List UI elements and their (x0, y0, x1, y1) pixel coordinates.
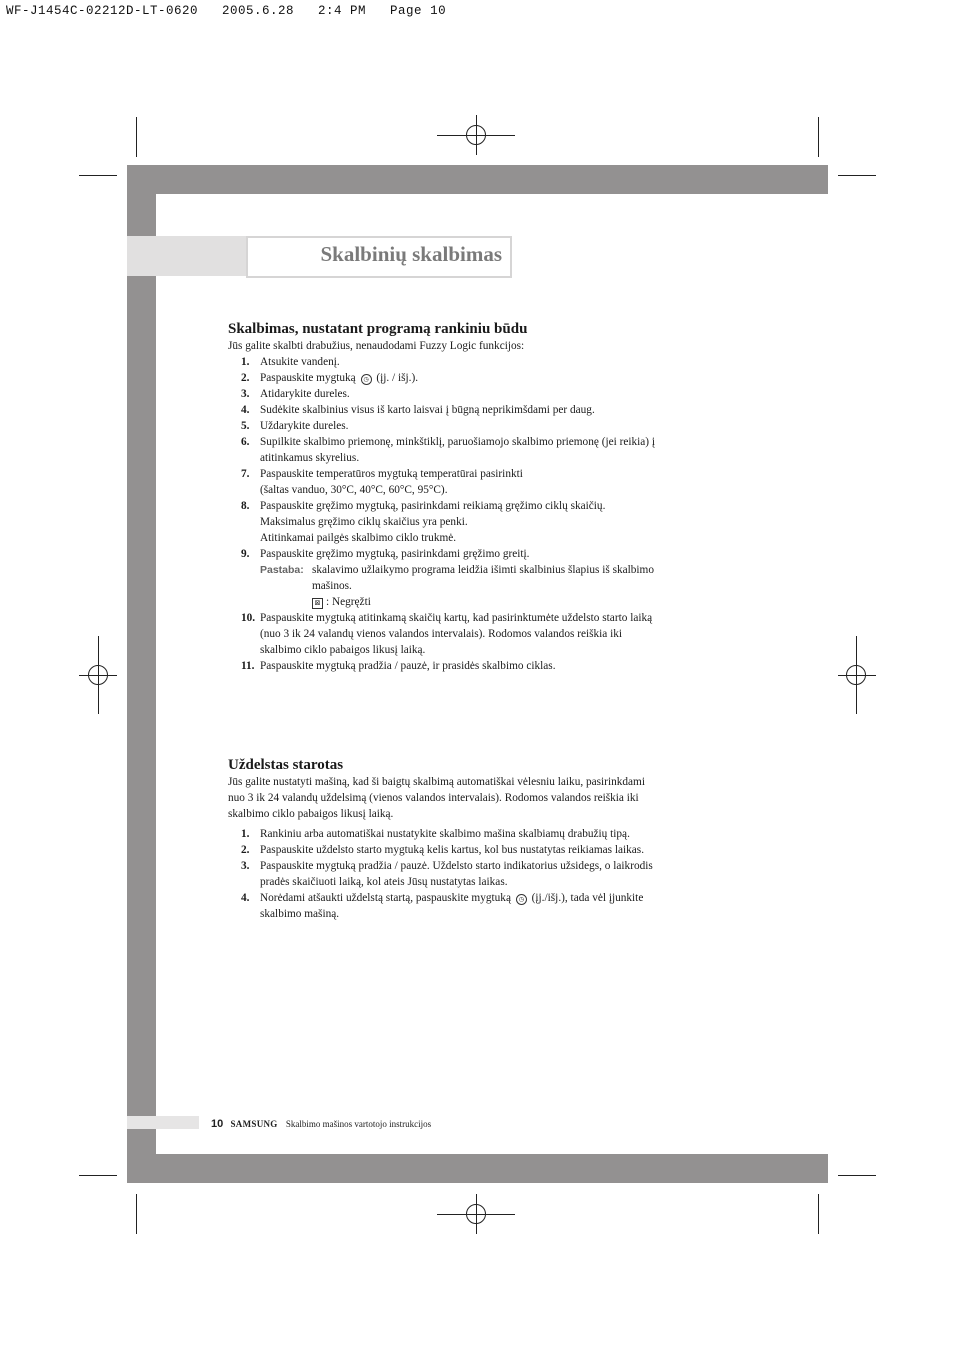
step-text-part: (įj. / išj.). (376, 372, 419, 384)
list-item (228, 466, 728, 498)
step-number: 4. (241, 404, 250, 416)
step-text: Paspauskite gręžimo mygtuką, pasirinkdami gręžimo greitį. (260, 548, 530, 560)
step-number: 7. (241, 468, 250, 480)
registration-mark-icon (846, 665, 866, 685)
print-header: WF-J1454C-02212D-LT-0620 2005.6.28 2:4 PM Page 10 (6, 4, 447, 18)
step-text: Atsukite vandenį. (260, 356, 340, 368)
step-text-part: Paspauskite mygtuką (260, 372, 356, 384)
registration-mark-icon (466, 1204, 486, 1224)
note-symbol-line (312, 594, 728, 610)
intro-line: Jūs galite nustatyti mašiną, kad ši baigtų skalbimą automatiškai vėlesniu laiku, pasirinkdami (228, 776, 645, 788)
intro-line: nuo 3 ik 24 valandų uždelsimą (vienos valandos intervalais). Rodomos valandos reiškia iki (228, 792, 639, 804)
frame-bottom-bar (127, 1154, 828, 1183)
step-text-part: (įj./išj.), tada vėl įjunkite (531, 892, 644, 904)
note-text: skalavimo užlaikymo programa leidžia išimti skalbinius šlapius iš skalbimo (312, 564, 654, 576)
step-number: 9. (241, 548, 250, 560)
step-text: Sudėkite skalbinius visus iš karto laisvai į būgną neprikimšdami per daug. (260, 404, 595, 416)
step-text: pradės skaičiuoti laiką, kol ateis Jūsų nustatytas laikas. (260, 876, 508, 888)
step-number: 4. (241, 892, 250, 904)
step-number: 2. (241, 844, 250, 856)
step-number: 2. (241, 372, 250, 384)
crop-mark (838, 175, 876, 176)
crop-mark (818, 1194, 819, 1234)
step-text (260, 370, 728, 386)
section-manual-wash (228, 320, 728, 674)
step-number: 1. (241, 828, 250, 840)
step-text: Paspauskite mygtuką pradžia / pauzė, ir prasidės skalbimo ciklas. (260, 660, 556, 672)
crop-mark (136, 117, 137, 157)
title-box (246, 236, 512, 278)
section-intro: Jūs galite skalbti drabužius, nenaudodami Fuzzy Logic funkcijos: (228, 340, 525, 352)
list-item (228, 418, 728, 434)
frame-top-bar (127, 165, 828, 194)
list-item (228, 842, 728, 858)
section-heading: Skalbimas, nustatant programą rankiniu būdu (228, 321, 528, 337)
list-item (228, 402, 728, 418)
intro-line: skalbimo ciklo pabaigos likusį laiką. (228, 808, 394, 820)
list-item (228, 354, 728, 370)
step-text: skalbimo mašiną. (260, 908, 340, 920)
step-number: 5. (241, 420, 250, 432)
list-item (228, 546, 728, 610)
step-text: (šaltas vanduo, 30°C, 40°C, 60°C, 95°C). (260, 484, 448, 496)
step-text: Rankiniu arba automatiškai nustatykite skalbimo mašina skalbiamų drabužių tipą. (260, 828, 630, 840)
power-button-icon: ◷ (361, 374, 372, 385)
list-item (228, 386, 728, 402)
brand-name: SAMSUNG (230, 1119, 278, 1129)
note-symbol-text: : Negręžti (326, 596, 371, 608)
step-number: 3. (241, 860, 250, 872)
steps-list (228, 354, 728, 674)
crop-mark (136, 1194, 137, 1234)
list-item (228, 658, 728, 674)
step-text: Supilkite skalbimo priemonę, minkštiklį, paruošiamojo skalbimo priemonę (jei reikia) į (260, 436, 656, 448)
step-number: 6. (241, 436, 250, 448)
step-text: Paspauskite temperatūros mygtuką temperatūrai pasirinkti (260, 468, 523, 480)
section-heading: Uždelstas starotas (228, 757, 344, 773)
footer-tab (127, 1116, 199, 1129)
list-item (228, 890, 728, 922)
step-text: Uždarykite dureles. (260, 420, 349, 432)
step-number: 8. (241, 500, 250, 512)
page-title: Skalbinių skalbimas (320, 242, 502, 266)
step-text: Paspauskite mygtuką atitinkamą skaičių kartų, kad pasirinktumėte uždelsto starto laiką (260, 612, 653, 624)
crop-mark (79, 1175, 117, 1176)
step-number: 1. (241, 356, 250, 368)
step-text: Paspauskite gręžimo mygtuką, pasirinkdami reikiamą gręžimo ciklų skaičių. (260, 500, 606, 512)
crop-mark (838, 1175, 876, 1176)
step-text: Maksimalus gręžimo ciklų skaičius yra penki. (260, 516, 468, 528)
note-text: mašinos. (312, 580, 352, 592)
list-item (228, 858, 728, 890)
page-number: 10 (211, 1118, 224, 1130)
step-text: (nuo 3 ik 24 valandų vienos valandos intervalais). Rodomos valandos reiškia iki (260, 628, 623, 640)
steps-list (228, 826, 728, 922)
no-spin-icon: ⊠ (312, 598, 323, 609)
step-number: 11. (241, 660, 255, 672)
step-number: 3. (241, 388, 250, 400)
step-text (260, 890, 728, 906)
page-footer (211, 1118, 431, 1130)
step-text: atitinkamus skyrelius. (260, 452, 360, 464)
list-item (228, 826, 728, 842)
step-text: Atidarykite dureles. (260, 388, 350, 400)
list-item (228, 434, 728, 466)
frame-left-bar (127, 165, 156, 1183)
list-item (228, 498, 728, 546)
step-text-part: Norėdami atšaukti uždelstą startą, paspauskite mygtuką (260, 892, 511, 904)
registration-mark-icon (466, 125, 486, 145)
crop-mark (818, 117, 819, 157)
power-button-icon: ◷ (516, 894, 527, 905)
list-item (228, 370, 728, 386)
step-text: Paspauskite mygtuką pradžia / pauzė. Uždelsto starto indikatorius užsidegs, o laikrodis (260, 860, 653, 872)
step-text: Paspauskite uždelsto starto mygtuką kelis kartus, kol bus nustatytas reikiamas laikas. (260, 844, 645, 856)
document-title: Skalbimo mašinos vartotojo instrukcijos (285, 1119, 432, 1129)
step-text: Atitinkamai pailgės skalbimo ciklo trukmė. (260, 532, 457, 544)
note-label: Pastaba: (260, 564, 304, 576)
list-item (228, 610, 728, 658)
section-intro (228, 774, 728, 822)
section-delayed-start (228, 756, 728, 922)
step-number: 10. (241, 612, 256, 624)
crop-mark (79, 175, 117, 176)
title-tab (127, 236, 247, 276)
note (260, 562, 728, 610)
step-text: skalbimo ciklo pabaigos likusį laiką. (260, 644, 426, 656)
registration-mark-icon (88, 665, 108, 685)
